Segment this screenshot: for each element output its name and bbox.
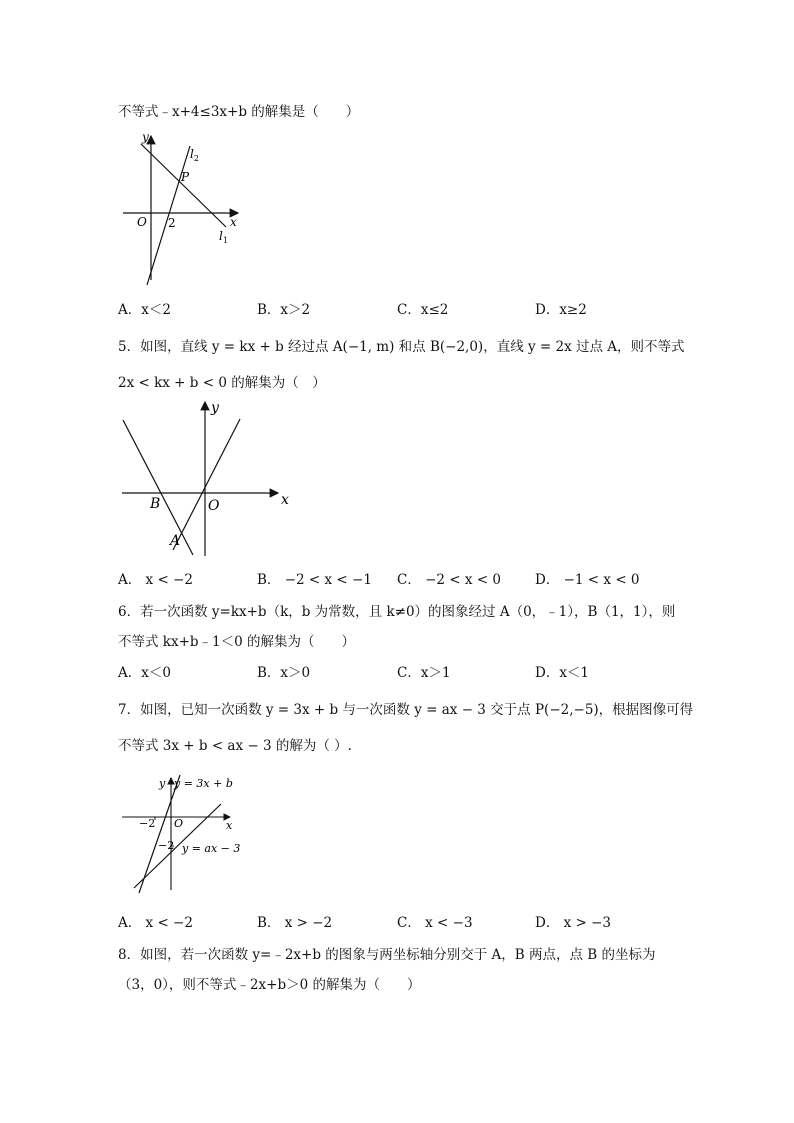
- q5-stem-line2: 2x < kx + b < 0 的解集为（ ）: [118, 375, 326, 391]
- q5-figure: [118, 398, 303, 563]
- q6-option-d: D．x＜1: [535, 665, 590, 681]
- q4-figure: [118, 130, 258, 290]
- q4-stem: 不等式﹣x+4≤3x+b 的解集是（ ）: [118, 104, 360, 120]
- q7-stem-line1: 7．如图，已知一次函数 y = 3x + b 与一次函数 y = ax − 3 交于点 P(−2,−5)，根据图像可得: [118, 702, 694, 718]
- q7-option-a: A． x < −2: [118, 915, 193, 931]
- q4-l1-label: $l_1$: [219, 229, 228, 245]
- q7-origin-label: O: [174, 817, 184, 830]
- q7-line-3x-b: [139, 775, 180, 893]
- q4-point-p: P: [181, 170, 190, 184]
- q8-stem-line2: （3，0），则不等式﹣2x+b＞0 的解集为（ ）: [118, 977, 421, 993]
- q5-x-label: x: [281, 492, 289, 508]
- q7-x-label: x: [226, 819, 233, 832]
- q4-option-b: B．x＞2: [257, 302, 311, 318]
- q7-x-tick-label: −2: [139, 817, 156, 830]
- q4-option-a: A．x＜2: [118, 302, 171, 318]
- q6-option-b: B．x＞0: [257, 665, 311, 681]
- q4-line-l1: [141, 144, 226, 227]
- q4-tick-2: 2: [168, 216, 176, 230]
- q5-option-d: D． −1 < x < 0: [535, 572, 640, 588]
- q5-origin-label: O: [208, 498, 220, 514]
- q4-y-label: y: [142, 130, 149, 144]
- q7-option-c: C． x < −3: [397, 915, 473, 931]
- q6-stem-line1: 6．若一次函数 y=kx+b（k，b 为常数，且 k≠0）的图象经过 A（0，﹣1），B（1，1），则: [118, 604, 676, 620]
- q7-line2-label: y = ax − 3: [182, 842, 241, 855]
- q8-stem-line1: 8．如图，若一次函数 y=﹣2x+b 的图象与两坐标轴分别交于 A，B 两点，点 B 的坐标为: [118, 947, 656, 963]
- q5-line-2x: [173, 419, 240, 550]
- q6-option-c: C．x＞1: [397, 665, 451, 681]
- q7-option-b: B． x > −2: [257, 915, 333, 931]
- q4-option-c: C．x≤2: [397, 302, 449, 318]
- q5-option-c: C． −2 < x < 0: [397, 572, 502, 588]
- q5-y-label: y: [211, 400, 219, 416]
- q7-line1-label: y = 3x + b: [174, 777, 233, 790]
- q6-stem-line2: 不等式 kx+b﹣1＜0 的解集为（ ）: [118, 634, 356, 650]
- q5-line-kx-b: [123, 420, 193, 555]
- q4-l2-label: $l_2$: [190, 147, 199, 163]
- q5-option-b: B． −2 < x < −1: [257, 572, 372, 588]
- q5-stem-line1: 5．如图，直线 y = kx + b 经过点 A(−1, m) 和点 B(−2,0)，直线 y = 2x 过点 A，则不等式: [118, 339, 685, 355]
- q4-option-d: D．x≥2: [535, 302, 587, 318]
- q7-y-tick-label: −2: [158, 839, 175, 852]
- q5-point-b: B: [150, 496, 161, 512]
- q7-option-d: D． x > −3: [535, 915, 612, 931]
- q7-y-label: y: [159, 777, 166, 790]
- q6-option-a: A．x＜0: [118, 665, 171, 681]
- q7-figure: [118, 770, 258, 900]
- q7-stem-line2: 不等式 3x + b < ax − 3 的解为（ ）.: [118, 738, 352, 754]
- q4-origin-label: O: [137, 215, 147, 229]
- q5-option-a: A． x < −2: [118, 572, 193, 588]
- q4-x-label: x: [230, 215, 237, 229]
- q5-point-a: A: [170, 533, 181, 549]
